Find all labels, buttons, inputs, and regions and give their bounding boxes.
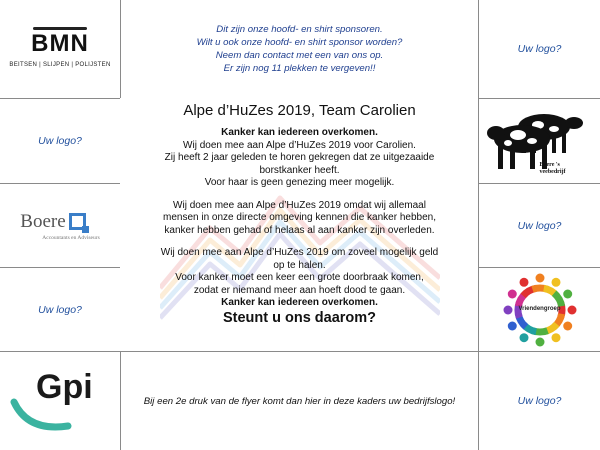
main-title: Alpe d’HuZes 2019, Team Carolien (183, 102, 416, 119)
paragraph-line: borstkanker heeft. (259, 164, 340, 176)
logo-slot-label: Uw logo? (517, 219, 562, 232)
boere-logo (20, 211, 99, 241)
paragraph-line: zodat er niemand meer aan hoeft dood te gaan. (193, 284, 406, 296)
sponsor-message-line: Er zijn nog 11 plekken te vergeven!! (223, 63, 376, 74)
paragraph-line: Voor kanker moet een keer een grote doorbraak komen, (175, 272, 424, 283)
person-head-icon (535, 273, 544, 282)
person-head-icon (519, 277, 528, 286)
sponsor-cell-bmn (0, 0, 121, 99)
logo-slot-label: Uw logo? (38, 303, 82, 316)
sponsor-cell-gpi (0, 351, 121, 450)
sponsor-message (120, 0, 479, 99)
cow-farm-caption-line: Boere 's (539, 162, 560, 168)
person-head-icon (519, 333, 528, 342)
sponsor-cell-circle (478, 267, 600, 352)
paragraph-line: Wij doen mee aan Alpe d’HuZes 2019 voor Carolien. (183, 139, 416, 151)
paragraph-line: kanker hebben gehad of helaas al aan kanker zijn overleden. (164, 224, 435, 236)
sponsor-message-line: Dit zijn onze hoofd- en shirt sponsoren. (216, 24, 383, 35)
paragraph-line: mensen in onze directe omgeving kennen die kanker hebben, (163, 212, 436, 223)
boere-logo-name: Boere (20, 210, 66, 232)
person-head-icon (563, 321, 572, 330)
paragraph-line: Wij doen mee aan Alpe d’HuZes 2019 omdat wij allemaal (173, 199, 426, 211)
bottom-message (120, 351, 479, 450)
paragraph-line: Voor haar is geen genezing meer mogelijk. (204, 177, 395, 188)
person-head-icon (551, 277, 560, 286)
logo-slot-right-1 (478, 0, 600, 99)
sponsor-cell-cows (478, 98, 600, 184)
main-content (120, 98, 479, 352)
paragraph-line: op te halen. (273, 259, 326, 271)
closing-question: Steunt u ons daarom? (222, 309, 377, 326)
person-head-icon (535, 337, 544, 346)
person-head-icon (507, 321, 516, 330)
slogan-end: Kanker kan iedereen overkomen. (221, 297, 378, 308)
bmn-logo-mark: BMN (31, 30, 89, 57)
logo-slot-label: Uw logo? (517, 395, 562, 407)
logo-slot-label: Uw logo? (38, 135, 82, 147)
gpi-logo-name: Gpi (36, 368, 93, 406)
gpi-logo (10, 366, 110, 436)
sponsor-cell-boere (0, 183, 121, 268)
paragraph-line: Wij doen mee aan Alpe d’HuZes 2019 om zoveel mogelijk geld (160, 247, 439, 258)
cow-farm-logo (486, 103, 594, 179)
person-body-icon (554, 293, 562, 306)
cow-farm-caption-line: veebedrijf (539, 169, 566, 175)
logo-slot-right-3 (478, 351, 600, 450)
slogan: Kanker kan iedereen overkomen. (221, 127, 378, 138)
paragraph-line: Zij heeft 2 jaar geleden te horen gekregen dat ze uitgezaaide (164, 152, 435, 163)
sponsor-message-line: Neem dan contact met een van ons op. (215, 50, 384, 61)
bmn-logo-tagline: BEITSEN | SLIJPEN | POLIJSTEN (9, 62, 111, 68)
circle-logo-caption: Vriendengroep (518, 305, 561, 312)
person-head-icon (507, 289, 516, 298)
circle-logo (500, 270, 580, 350)
logo-slot-right-2 (478, 183, 600, 268)
person-head-icon (563, 289, 572, 298)
boere-logo-tagline: Accountants en Adviseurs (42, 234, 100, 241)
sponsor-message-line: Wilt u ook onze hoofd- en shirt sponsor worden? (196, 37, 403, 48)
logo-slot-left-1 (0, 98, 121, 184)
bmn-logo (9, 30, 110, 68)
bottom-message-text: Bij een 2e druk van de flyer komt dan hier in deze kaders uw bedrijfslogo! (143, 395, 456, 407)
boere-square-icon (69, 213, 86, 230)
person-head-icon (551, 333, 560, 342)
logo-slot-left-2 (0, 267, 121, 352)
logo-slot-label: Uw logo? (517, 43, 562, 55)
